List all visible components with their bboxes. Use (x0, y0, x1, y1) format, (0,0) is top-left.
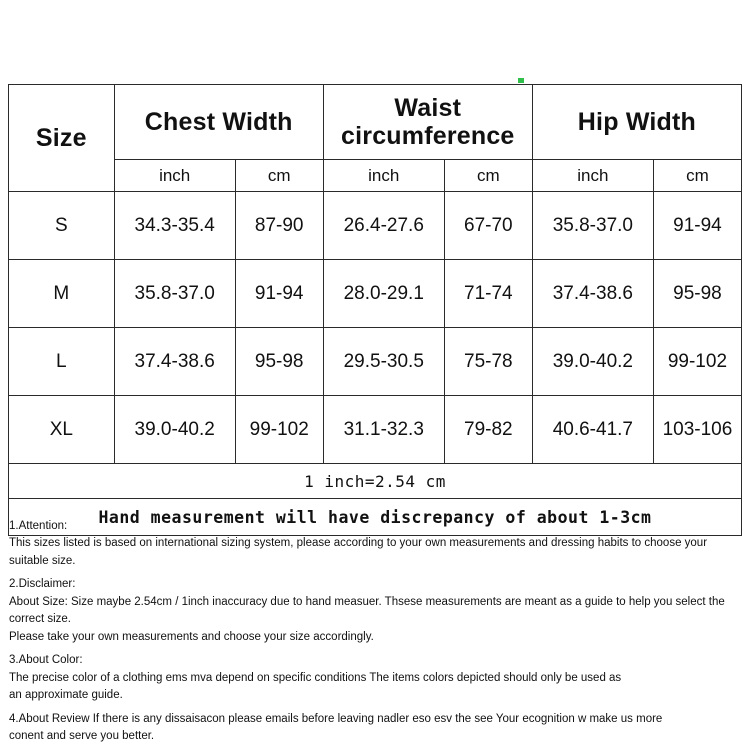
cell-hip-inch: 39.0-40.2 (532, 328, 653, 396)
table-row (9, 192, 742, 260)
unit-waist-cm: cm (444, 160, 532, 192)
header-size: Size (9, 85, 115, 192)
cell-size: XL (9, 396, 115, 464)
cell-chest-cm: 91-94 (235, 260, 323, 328)
cell-size: L (9, 328, 115, 396)
size-chart-table (8, 84, 742, 536)
cell-chest-inch: 39.0-40.2 (114, 396, 235, 464)
cell-hip-inch: 35.8-37.0 (532, 192, 653, 260)
cell-waist-cm: 79-82 (444, 396, 532, 464)
cell-hip-inch: 40.6-41.7 (532, 396, 653, 464)
cell-waist-inch: 29.5-30.5 (323, 328, 444, 396)
cell-size: M (9, 260, 115, 328)
header-hip-width: Hip Width (532, 85, 741, 160)
conversion-note: 1 inch=2.54 cm (9, 464, 742, 499)
table-unit-row (9, 160, 742, 192)
unit-hip-inch: inch (532, 160, 653, 192)
cell-hip-cm: 103-106 (653, 396, 741, 464)
header-chest-width: Chest Width (114, 85, 323, 160)
cell-hip-cm: 99-102 (653, 328, 741, 396)
cell-waist-cm: 67-70 (444, 192, 532, 260)
footnote-title-4: 4.About Review If there is any dissaisacon please emails before leaving nadler eso esv the see Your ecognition w make us more (9, 712, 663, 725)
cell-chest-inch: 35.8-37.0 (114, 260, 235, 328)
footnote-line-2-1: About Size: Size maybe 2.54cm / 1inch inaccuracy due to hand measuer. Thsese measurements are meant as a guide to help you select the correct size. (9, 595, 725, 626)
footnotes-section (9, 518, 749, 746)
cell-chest-inch: 37.4-38.6 (114, 328, 235, 396)
table-header-row (9, 85, 742, 160)
unit-chest-inch: inch (114, 160, 235, 192)
conversion-note-row (9, 464, 742, 499)
cell-waist-inch: 28.0-29.1 (323, 260, 444, 328)
size-table-container (8, 84, 742, 536)
cell-chest-cm: 99-102 (235, 396, 323, 464)
footnote-line-4-1: conent and serve you better. (9, 730, 155, 743)
footnote-line-1-1: This sizes listed is based on international sizing system, please according to your own measurements and dressing habits to choose your suitable size. (9, 537, 708, 567)
green-marker-icon (518, 78, 524, 83)
footnote-line-2-2: Please take your own measurements and choose your size accordingly. (9, 630, 374, 643)
cell-chest-cm: 95-98 (235, 328, 323, 396)
unit-waist-inch: inch (323, 160, 444, 192)
unit-hip-cm: cm (653, 160, 741, 192)
cell-chest-cm: 87-90 (235, 192, 323, 260)
cell-waist-inch: 26.4-27.6 (323, 192, 444, 260)
footnote-line-3-2: an approximate guide. (9, 689, 123, 702)
footnote-title-1: 1.Attention: (9, 520, 68, 532)
cell-hip-inch: 37.4-38.6 (532, 260, 653, 328)
footnote-title-3: 3.About Color: (9, 654, 83, 667)
cell-waist-cm: 75-78 (444, 328, 532, 396)
cell-hip-cm: 95-98 (653, 260, 741, 328)
cell-waist-inch: 31.1-32.3 (323, 396, 444, 464)
cell-chest-inch: 34.3-35.4 (114, 192, 235, 260)
unit-chest-cm: cm (235, 160, 323, 192)
cell-waist-cm: 71-74 (444, 260, 532, 328)
header-waist-circumference: Waist circumference (323, 85, 532, 160)
footnote-line-3-1: The precise color of a clothing ems mva depend on specific conditions The items colors depicted should only be used as (9, 671, 622, 684)
measurement-note: Hand measurement will have discrepancy of about 1-3cm (9, 499, 742, 536)
table-row (9, 260, 742, 328)
table-row (9, 396, 742, 464)
table-row (9, 328, 742, 396)
cell-size: S (9, 192, 115, 260)
cell-hip-cm: 91-94 (653, 192, 741, 260)
footnote-title-2: 2.Disclaimer: (9, 578, 76, 591)
